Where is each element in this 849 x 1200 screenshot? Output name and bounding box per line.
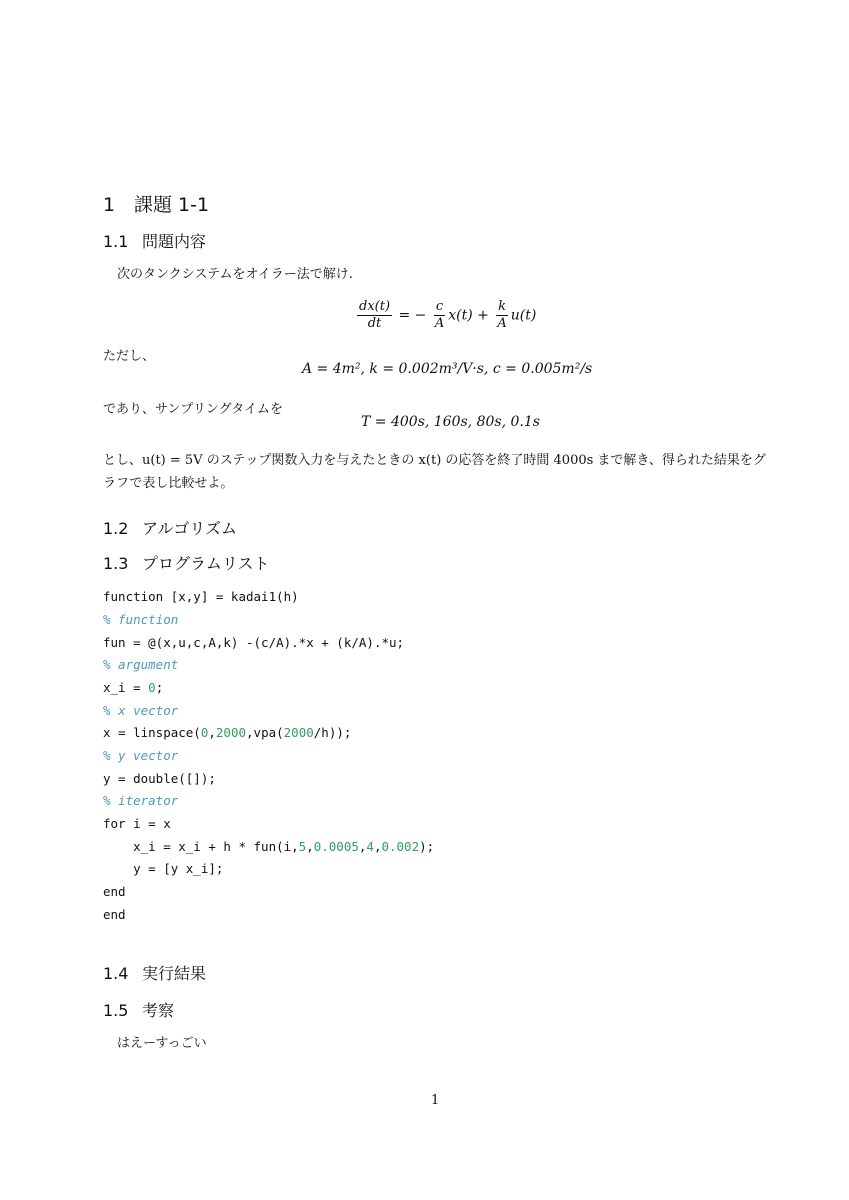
subsection-number: 1.1 xyxy=(103,232,129,251)
subsection-heading-results xyxy=(103,961,206,984)
code-number: 2000 xyxy=(215,725,247,740)
code-number: 0.0005 xyxy=(313,839,359,854)
section-number: 1 xyxy=(103,194,116,216)
conclusion-line-2: ラフで表し比較せよ。 xyxy=(103,476,234,491)
code-token: x_i = x_i + h * fun(i, xyxy=(103,839,299,854)
code-comment: % iterator xyxy=(103,793,179,808)
conclusion-line-1: とし、u(t) = 5V のステップ関数入力を与えたときの x(t) の応答を終了時間 4000s まで解き、得られた結果をグ xyxy=(103,453,766,468)
subsection-title: アルゴリズム xyxy=(142,519,238,538)
page-number: 1 xyxy=(431,1093,440,1108)
code-line xyxy=(103,680,163,695)
subsection-title: 考察 xyxy=(142,1001,175,1020)
subsection-title: 問題内容 xyxy=(142,232,207,251)
tadashi-text: ただし、 xyxy=(103,349,156,364)
code-token: ); xyxy=(419,839,435,854)
code-line: y = double([]); xyxy=(103,771,216,786)
dxdt-fraction xyxy=(357,299,392,332)
code-comment: % y vector xyxy=(103,748,179,763)
term-u: u(t) xyxy=(510,307,537,324)
code-number: 4 xyxy=(366,839,374,854)
equals-minus: = − xyxy=(398,307,427,324)
code-comment: % x vector xyxy=(103,703,179,718)
code-line: end xyxy=(103,907,126,922)
section-title: 課題 1-1 xyxy=(134,194,210,216)
code-line: function [x,y] = kadai1(h) xyxy=(103,589,299,604)
code-token: ; xyxy=(155,680,164,695)
code-token: ,vpa( xyxy=(246,725,284,740)
subsection-number: 1.4 xyxy=(103,964,129,983)
sampling-equation: T = 400s, 160s, 80s, 0.1s xyxy=(361,414,540,430)
k-over-a-fraction xyxy=(495,299,508,332)
c-over-a-fraction xyxy=(433,299,446,332)
fraction-numerator: k xyxy=(498,299,506,314)
fraction-denominator: dt xyxy=(367,316,382,331)
code-comment: % argument xyxy=(103,657,179,672)
subsection-number: 1.3 xyxy=(103,554,129,573)
code-number: 0.002 xyxy=(381,839,420,854)
subsection-title: プログラムリスト xyxy=(142,554,270,573)
code-number: 0 xyxy=(200,725,209,740)
code-token: x = linspace( xyxy=(103,725,201,740)
fraction-numerator: c xyxy=(435,299,444,314)
subsection-heading-program xyxy=(103,551,270,574)
code-line: end xyxy=(103,884,126,899)
code-token: /h)); xyxy=(313,725,352,740)
subsection-heading-algorithm xyxy=(103,516,237,539)
code-token: , xyxy=(208,725,216,740)
code-number: 5 xyxy=(298,839,307,854)
code-token: , xyxy=(306,839,314,854)
code-token: , xyxy=(373,839,382,854)
code-number: 0 xyxy=(148,680,156,695)
parameters-equation: A = 4m², k = 0.002m³/V·s, c = 0.005m²/s xyxy=(302,361,593,377)
code-line: fun = @(x,u,c,A,k) -(c/A).*x + (k/A).*u; xyxy=(103,635,405,650)
code-line xyxy=(103,839,434,854)
fraction-denominator: A xyxy=(434,316,445,331)
sampling-intro: であり、サンプリングタイムを xyxy=(103,402,284,417)
code-line: for i = x xyxy=(103,816,171,831)
code-comment: % function xyxy=(103,612,179,627)
subsection-number: 1.5 xyxy=(103,1001,129,1020)
code-line xyxy=(103,725,351,740)
fraction-denominator: A xyxy=(497,316,507,331)
code-number: 2000 xyxy=(283,725,314,740)
subsection-title: 実行結果 xyxy=(142,964,207,983)
code-token: x_i = xyxy=(103,680,149,695)
code-line: y = [y x_i]; xyxy=(103,861,224,876)
discussion-text: はえーすっごい xyxy=(117,1036,207,1051)
fraction-numerator: dx(t) xyxy=(359,299,391,314)
code-token: , xyxy=(358,839,367,854)
section-heading xyxy=(103,190,209,217)
problem-intro: 次のタンクシステムをオイラー法で解け. xyxy=(117,267,353,282)
subsection-number: 1.2 xyxy=(103,519,129,538)
subsection-heading-discussion xyxy=(103,998,174,1021)
ode-equation xyxy=(355,299,536,332)
term-x: x(t) + xyxy=(448,307,489,324)
subsection-heading-problem xyxy=(103,229,206,252)
